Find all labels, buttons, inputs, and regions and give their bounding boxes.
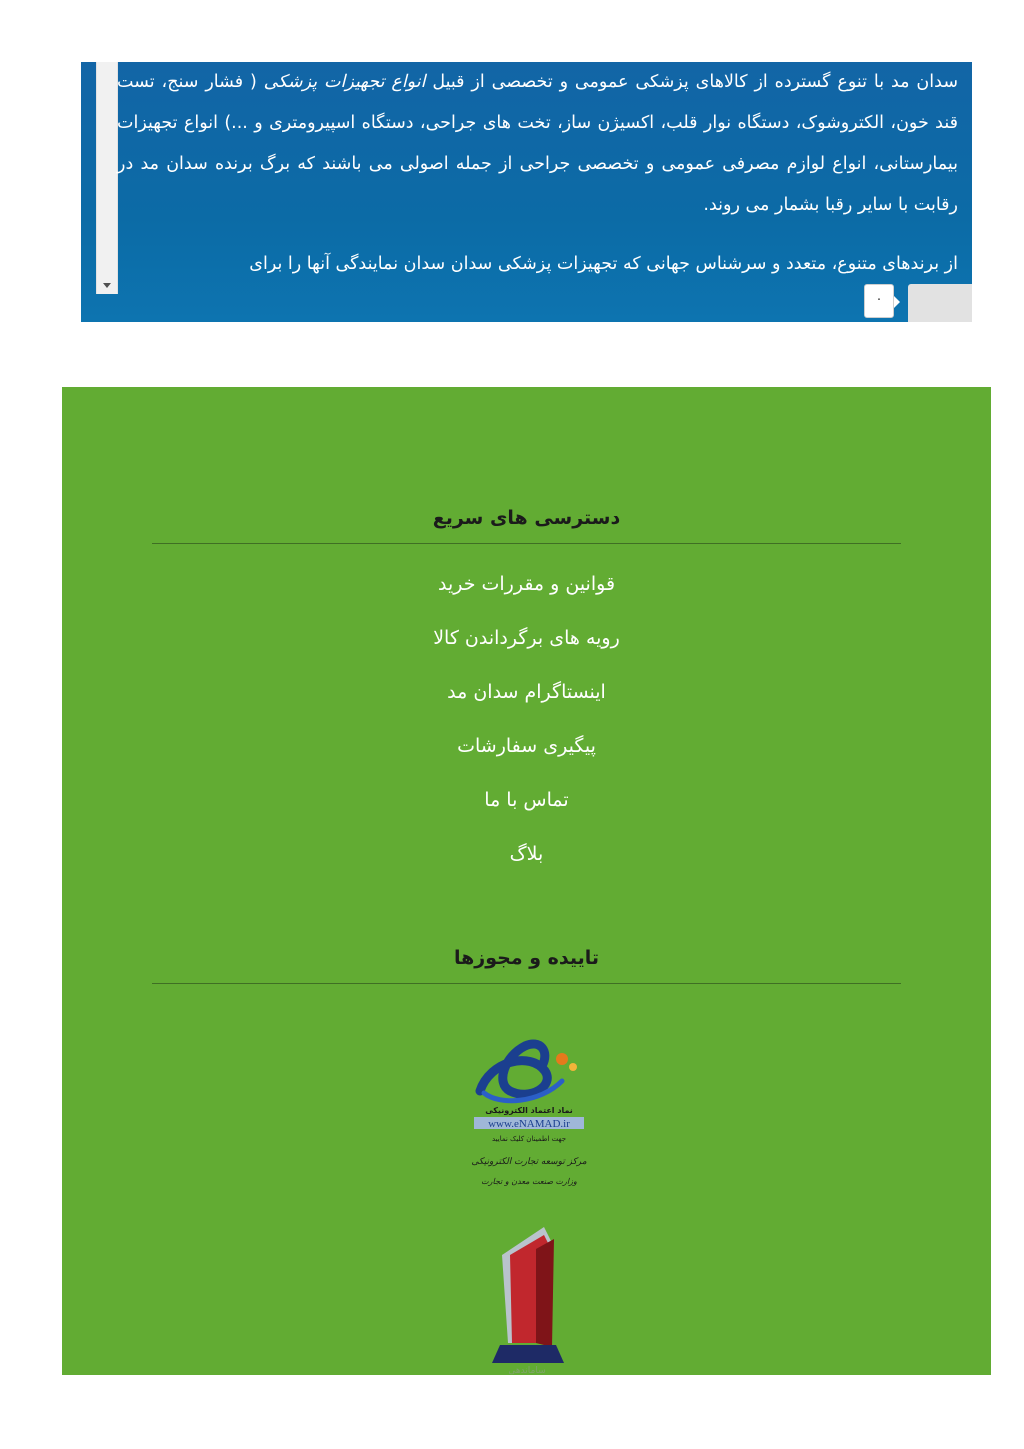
about-scroll-box[interactable] bbox=[81, 62, 972, 322]
link-contact[interactable]: تماس با ما bbox=[484, 789, 569, 811]
quick-access-divider bbox=[152, 543, 901, 544]
about-paragraph-2: از برندهای متنوع، متعدد و سرشناس جهانی که تجهیزات پزشکی سدان سدان نمایندگی آنها را برای bbox=[249, 254, 958, 274]
enamad-line-4: مرکز توسعه تجارت الکترونیکی bbox=[471, 1157, 587, 1167]
link-blog[interactable]: بلاگ bbox=[509, 843, 544, 865]
samandehi-badge-icon[interactable] bbox=[452, 1225, 602, 1375]
scrollbar[interactable] bbox=[96, 62, 118, 294]
enamad-line-1: نماد اعتماد الکترونیکی bbox=[485, 1106, 573, 1115]
quick-access-links bbox=[152, 567, 901, 891]
enamad-badge-icon[interactable] bbox=[470, 1021, 588, 1199]
action-button[interactable] bbox=[908, 284, 972, 322]
enamad-line-2: www.eNAMAD.ir bbox=[488, 1118, 570, 1130]
scroll-down-arrow-icon[interactable] bbox=[97, 276, 117, 294]
enamad-line-3: جهت اطمینان کلیک نمایید bbox=[491, 1135, 567, 1143]
link-return-policy[interactable]: رویه های برگرداندن کالا bbox=[433, 627, 620, 649]
licenses-divider bbox=[152, 983, 901, 984]
enamad-line-5: وزارت صنعت معدن و تجارت bbox=[481, 1177, 577, 1186]
counter-badge: ۰ bbox=[864, 284, 894, 318]
about-paragraph-1: سدان مد با تنوع گسترده از کالاهای پزشکی عمومی و تخصصی از قبیل انواع تجهیزات پزشکی ( فشار سنج، تست قند خون، الکتروشوک، دستگاه نوار قلب، اکسیژن ساز، تخت های جراحی، دستگاه اسپیرومتری و ...) انواع تجهیزات بیمارستانی، انواع لوازم مصرفی عمومی و تخصصی جراحی از جمله اصولی می باشند که برگ برنده سدان مد در رقابت با سایر رقبا بشمار می روند. bbox=[117, 72, 958, 215]
footer bbox=[62, 387, 991, 1375]
licenses-title: تاییده و مجوزها bbox=[453, 947, 599, 969]
medical-equipment-link[interactable]: انواع تجهیزات پزشکی bbox=[263, 72, 426, 92]
about-text bbox=[117, 62, 958, 303]
quick-access-title: دسترسی های سریع bbox=[432, 507, 621, 529]
link-order-tracking[interactable]: پیگیری سفارشات bbox=[457, 735, 596, 757]
link-terms[interactable]: قوانین و مقررات خرید bbox=[437, 573, 616, 595]
samandehi-caption: ساماندهی bbox=[508, 1366, 546, 1375]
link-instagram[interactable]: اینستاگرام سدان مد bbox=[447, 681, 606, 703]
